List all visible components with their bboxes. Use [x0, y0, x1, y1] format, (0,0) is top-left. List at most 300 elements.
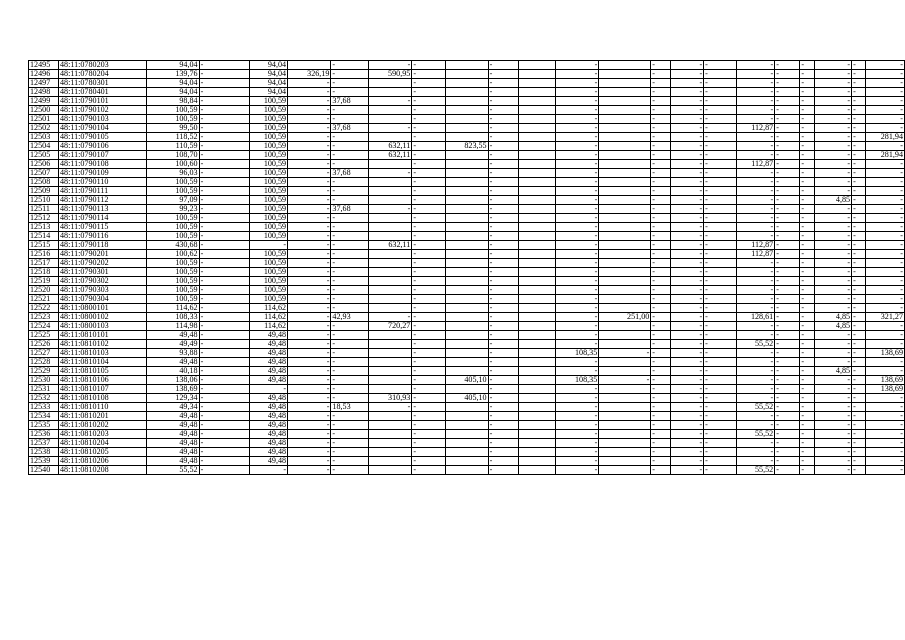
table-cell: -	[800, 259, 815, 268]
table-cell: -	[737, 439, 775, 448]
table-cell: -	[775, 124, 800, 133]
table-cell: 100,59	[249, 214, 287, 223]
table-cell: -	[412, 106, 446, 115]
table-cell	[368, 367, 411, 376]
table-cell: -	[704, 97, 737, 106]
table-cell: 48:11:0790301	[59, 268, 147, 277]
table-cell: -	[815, 223, 852, 232]
table-cell: -	[800, 169, 815, 178]
table-cell	[446, 214, 488, 223]
table-cell: -	[671, 403, 704, 412]
table-cell: -	[671, 466, 704, 475]
table-cell: -	[488, 205, 518, 214]
table-cell: -	[199, 466, 249, 475]
table-cell: -	[412, 178, 446, 187]
table-cell: -	[775, 268, 800, 277]
table-row	[29, 313, 905, 322]
table-cell: 100,59	[249, 205, 287, 214]
table-cell: -	[555, 340, 598, 349]
table-cell: -	[852, 205, 866, 214]
table-cell: -	[651, 133, 671, 142]
table-cell: -	[288, 142, 331, 151]
table-cell: -	[288, 205, 331, 214]
table-cell: -	[865, 277, 904, 286]
table-row	[29, 70, 905, 79]
table-cell: -	[815, 214, 852, 223]
table-cell: -	[775, 403, 800, 412]
table-cell: -	[865, 250, 904, 259]
table-cell: -	[865, 466, 904, 475]
table-cell	[599, 421, 651, 430]
table-cell: 94,04	[146, 61, 199, 70]
table-cell: -	[488, 367, 518, 376]
table-cell: -	[800, 421, 815, 430]
table-cell: -	[412, 376, 446, 385]
table-cell	[599, 439, 651, 448]
table-row	[29, 277, 905, 286]
table-cell: 281,94	[865, 151, 904, 160]
table-cell: -	[368, 124, 411, 133]
table-cell: 4,85	[815, 367, 852, 376]
table-cell: -	[331, 322, 369, 331]
table-cell	[518, 88, 555, 97]
table-cell: -	[775, 304, 800, 313]
table-cell: 108,35	[555, 376, 598, 385]
table-cell: -	[331, 151, 369, 160]
table-row	[29, 133, 905, 142]
table-cell: 138,69	[146, 385, 199, 394]
table-row	[29, 439, 905, 448]
table-cell: -	[412, 367, 446, 376]
table-cell: -	[737, 277, 775, 286]
table-cell: 93,88	[146, 349, 199, 358]
table-cell: 48:11:0790302	[59, 277, 147, 286]
table-cell: -	[555, 223, 598, 232]
table-cell: -	[331, 394, 369, 403]
table-row	[29, 286, 905, 295]
table-cell: 12538	[29, 448, 59, 457]
table-cell: 12533	[29, 403, 59, 412]
table-cell: -	[671, 358, 704, 367]
table-cell: 100,59	[249, 295, 287, 304]
table-cell: -	[671, 439, 704, 448]
table-cell: -	[555, 205, 598, 214]
table-cell: 12532	[29, 394, 59, 403]
table-cell: 12515	[29, 241, 59, 250]
table-cell: -	[815, 250, 852, 259]
table-cell: -	[671, 142, 704, 151]
table-cell	[446, 430, 488, 439]
table-cell: -	[737, 214, 775, 223]
table-cell: -	[488, 313, 518, 322]
table-cell: 48:11:0790201	[59, 250, 147, 259]
table-cell: -	[671, 160, 704, 169]
table-cell: -	[852, 241, 866, 250]
table-cell: -	[288, 430, 331, 439]
table-cell: -	[412, 304, 446, 313]
table-cell: -	[775, 79, 800, 88]
table-cell: -	[852, 169, 866, 178]
table-cell: -	[737, 79, 775, 88]
table-cell	[599, 223, 651, 232]
table-cell: 12501	[29, 115, 59, 124]
table-cell	[446, 115, 488, 124]
table-cell: -	[555, 448, 598, 457]
table-cell: -	[737, 394, 775, 403]
table-cell: 49,48	[249, 412, 287, 421]
table-cell	[518, 448, 555, 457]
table-cell: -	[775, 88, 800, 97]
table-cell: -	[800, 394, 815, 403]
table-cell: -	[775, 169, 800, 178]
table-cell: 138,69	[865, 385, 904, 394]
table-row	[29, 241, 905, 250]
table-cell	[518, 160, 555, 169]
table-cell: -	[651, 61, 671, 70]
table-cell: 114,62	[249, 322, 287, 331]
table-cell: -	[412, 124, 446, 133]
table-cell	[288, 61, 331, 70]
table-cell: -	[249, 385, 287, 394]
table-cell: -	[412, 349, 446, 358]
table-cell: -	[671, 457, 704, 466]
table-cell: -	[800, 70, 815, 79]
table-cell: -	[737, 457, 775, 466]
table-cell: 48:11:0810107	[59, 385, 147, 394]
table-cell: -	[331, 358, 369, 367]
table-cell: -	[288, 367, 331, 376]
table-cell: 100,59	[249, 133, 287, 142]
table-cell: -	[737, 97, 775, 106]
table-cell: -	[555, 358, 598, 367]
table-cell: -	[199, 268, 249, 277]
table-cell: 94,04	[146, 79, 199, 88]
table-cell: -	[651, 79, 671, 88]
table-cell: -	[651, 97, 671, 106]
table-cell: -	[852, 133, 866, 142]
table-cell: 48:11:0800103	[59, 322, 147, 331]
table-cell: 100,59	[146, 295, 199, 304]
table-cell: -	[671, 367, 704, 376]
table-cell: -	[815, 187, 852, 196]
table-cell: -	[199, 61, 249, 70]
table-cell: 129,34	[146, 394, 199, 403]
table-cell: -	[651, 349, 671, 358]
table-cell: 100,59	[249, 277, 287, 286]
table-cell	[518, 61, 555, 70]
table-cell: -	[555, 124, 598, 133]
table-cell: 48:11:0800102	[59, 313, 147, 322]
table-cell	[368, 331, 411, 340]
table-cell: 12520	[29, 286, 59, 295]
table-cell: -	[852, 88, 866, 97]
table-cell	[518, 250, 555, 259]
table-cell: -	[775, 70, 800, 79]
table-cell: -	[815, 142, 852, 151]
table-cell	[599, 457, 651, 466]
table-cell: 48:11:0780301	[59, 79, 147, 88]
table-cell: -	[288, 232, 331, 241]
table-cell: -	[199, 259, 249, 268]
table-cell: 100,59	[249, 268, 287, 277]
table-cell: -	[331, 250, 369, 259]
table-cell: -	[555, 151, 598, 160]
table-cell: -	[815, 241, 852, 250]
table-cell: -	[737, 178, 775, 187]
table-cell: -	[288, 223, 331, 232]
table-cell	[518, 385, 555, 394]
table-cell: -	[865, 322, 904, 331]
table-cell: -	[800, 97, 815, 106]
table-cell: -	[288, 376, 331, 385]
table-cell: -	[852, 79, 866, 88]
table-row	[29, 340, 905, 349]
table-cell	[446, 349, 488, 358]
table-cell: -	[852, 61, 866, 70]
table-cell: -	[651, 304, 671, 313]
table-cell: 48:11:0810202	[59, 421, 147, 430]
table-cell: -	[800, 367, 815, 376]
table-cell	[599, 385, 651, 394]
table-cell	[446, 322, 488, 331]
table-cell: -	[671, 331, 704, 340]
table-cell: -	[737, 106, 775, 115]
table-cell: 823,55	[446, 142, 488, 151]
table-cell: -	[331, 178, 369, 187]
table-cell: 48:11:0810208	[59, 466, 147, 475]
table-cell: -	[368, 313, 411, 322]
table-row	[29, 385, 905, 394]
table-cell: -	[671, 232, 704, 241]
table-cell: -	[412, 97, 446, 106]
table-cell: 12527	[29, 349, 59, 358]
table-cell: -	[199, 97, 249, 106]
table-cell: -	[555, 430, 598, 439]
table-cell: -	[488, 466, 518, 475]
table-cell: -	[651, 124, 671, 133]
table-cell	[368, 178, 411, 187]
table-cell: -	[288, 250, 331, 259]
table-cell	[599, 331, 651, 340]
table-cell	[518, 178, 555, 187]
table-cell: 48:11:0790109	[59, 169, 147, 178]
table-cell: -	[651, 340, 671, 349]
table-cell: -	[865, 61, 904, 70]
table-cell: 100,59	[146, 187, 199, 196]
table-cell: 48:11:0790110	[59, 178, 147, 187]
table-cell: -	[288, 259, 331, 268]
table-cell: -	[331, 385, 369, 394]
table-cell	[446, 232, 488, 241]
table-row	[29, 250, 905, 259]
table-cell: 49,48	[249, 448, 287, 457]
table-cell: -	[651, 196, 671, 205]
table-cell: -	[555, 196, 598, 205]
table-cell	[446, 160, 488, 169]
table-cell: 100,59	[249, 142, 287, 151]
table-cell: -	[651, 178, 671, 187]
table-cell	[599, 124, 651, 133]
table-cell: -	[815, 259, 852, 268]
table-cell: 94,04	[249, 88, 287, 97]
table-cell: 12507	[29, 169, 59, 178]
table-body	[29, 61, 905, 475]
table-cell: -	[412, 232, 446, 241]
table-cell: 48:11:0810103	[59, 349, 147, 358]
table-cell: 48:11:0790108	[59, 160, 147, 169]
table-cell: -	[704, 169, 737, 178]
table-cell: -	[865, 178, 904, 187]
table-cell: -	[671, 115, 704, 124]
table-cell: 100,59	[249, 124, 287, 133]
table-row	[29, 466, 905, 475]
table-cell: 100,59	[146, 232, 199, 241]
table-cell: -	[815, 430, 852, 439]
table-row	[29, 205, 905, 214]
table-cell: -	[815, 412, 852, 421]
table-row	[29, 421, 905, 430]
table-cell: -	[775, 259, 800, 268]
table-cell: -	[671, 187, 704, 196]
table-cell: 48:11:0790202	[59, 259, 147, 268]
table-cell: -	[412, 412, 446, 421]
table-cell: 12516	[29, 250, 59, 259]
table-cell: -	[865, 358, 904, 367]
table-row	[29, 178, 905, 187]
table-cell: -	[555, 178, 598, 187]
table-cell: -	[488, 403, 518, 412]
table-cell: 100,59	[249, 160, 287, 169]
table-cell: -	[865, 412, 904, 421]
table-cell: -	[288, 115, 331, 124]
table-cell: -	[775, 151, 800, 160]
table-cell: 48:11:0790118	[59, 241, 147, 250]
table-cell: 55,52	[737, 430, 775, 439]
table-cell: -	[800, 223, 815, 232]
table-cell	[446, 295, 488, 304]
table-row	[29, 430, 905, 439]
table-cell: -	[865, 268, 904, 277]
table-cell: -	[555, 88, 598, 97]
table-cell: 100,59	[249, 169, 287, 178]
table-cell: 100,59	[146, 115, 199, 124]
table-cell: -	[651, 169, 671, 178]
table-cell	[518, 304, 555, 313]
table-cell: 100,59	[146, 277, 199, 286]
table-cell: 49,48	[146, 439, 199, 448]
table-cell: -	[737, 349, 775, 358]
table-cell: -	[412, 340, 446, 349]
table-cell	[599, 151, 651, 160]
table-cell: -	[555, 412, 598, 421]
table-cell: -	[852, 421, 866, 430]
table-cell	[518, 466, 555, 475]
table-cell: -	[704, 277, 737, 286]
table-cell: -	[651, 106, 671, 115]
table-cell: -	[775, 322, 800, 331]
table-cell	[368, 115, 411, 124]
table-cell: -	[800, 115, 815, 124]
table-cell: 139,76	[146, 70, 199, 79]
table-cell: -	[671, 340, 704, 349]
table-cell	[599, 187, 651, 196]
table-row	[29, 61, 905, 70]
table-cell: 100,59	[146, 223, 199, 232]
table-cell: -	[852, 430, 866, 439]
table-cell: -	[651, 286, 671, 295]
table-cell: -	[704, 196, 737, 205]
table-cell: 48:11:0810201	[59, 412, 147, 421]
table-cell: -	[704, 286, 737, 295]
table-cell: -	[737, 187, 775, 196]
table-cell: 48:11:0790303	[59, 286, 147, 295]
table-cell: 12513	[29, 223, 59, 232]
table-cell: -	[737, 169, 775, 178]
table-cell: -	[288, 196, 331, 205]
table-cell: 12522	[29, 304, 59, 313]
table-cell: -	[288, 304, 331, 313]
table-cell: -	[331, 457, 369, 466]
table-cell: -	[800, 313, 815, 322]
table-cell	[446, 223, 488, 232]
table-cell: 48:11:0810204	[59, 439, 147, 448]
table-cell: -	[775, 160, 800, 169]
table-cell: -	[488, 412, 518, 421]
table-row	[29, 187, 905, 196]
table-cell: -	[488, 349, 518, 358]
table-cell: -	[288, 295, 331, 304]
table-cell: 405,10	[446, 394, 488, 403]
table-cell: 48:11:0790114	[59, 214, 147, 223]
table-cell: -	[199, 214, 249, 223]
table-cell: 99,23	[146, 205, 199, 214]
table-cell: -	[288, 151, 331, 160]
table-cell: -	[331, 295, 369, 304]
table-cell: -	[671, 304, 704, 313]
table-cell	[446, 124, 488, 133]
table-cell: -	[199, 70, 249, 79]
table-cell: -	[865, 79, 904, 88]
table-cell: -	[412, 385, 446, 394]
table-cell: 114,62	[249, 304, 287, 313]
table-cell: 49,48	[249, 376, 287, 385]
table-cell	[446, 151, 488, 160]
table-cell: -	[555, 403, 598, 412]
table-cell: -	[488, 340, 518, 349]
table-cell	[599, 304, 651, 313]
table-cell: -	[331, 349, 369, 358]
table-cell: 48:11:0780203	[59, 61, 147, 70]
table-cell: -	[704, 232, 737, 241]
table-cell: 49,48	[249, 394, 287, 403]
table-cell: 37,68	[331, 124, 369, 133]
table-cell: -	[199, 169, 249, 178]
table-cell	[368, 457, 411, 466]
table-cell	[599, 160, 651, 169]
table-row	[29, 349, 905, 358]
table-cell: 12505	[29, 151, 59, 160]
table-cell: 12523	[29, 313, 59, 322]
table-cell	[518, 457, 555, 466]
table-cell: -	[852, 367, 866, 376]
table-cell: 321,27	[865, 313, 904, 322]
table-cell: -	[555, 304, 598, 313]
table-cell: 405,10	[446, 376, 488, 385]
table-cell: 55,52	[737, 466, 775, 475]
table-cell: -	[651, 259, 671, 268]
table-cell: -	[704, 61, 737, 70]
table-cell: 49,48	[249, 403, 287, 412]
